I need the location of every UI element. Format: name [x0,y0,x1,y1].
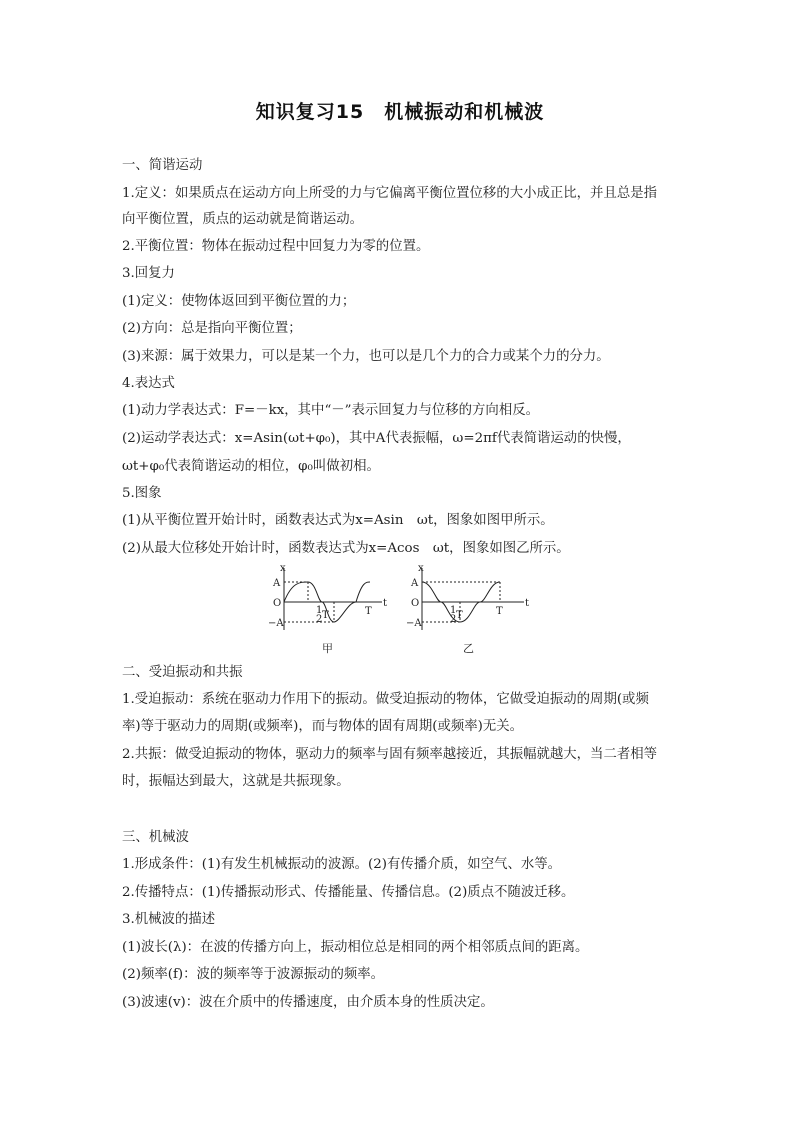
yi-t-label: t [525,598,530,609]
text-line: 1.形成条件：(1)有发生机械振动的波源。(2)有传播介质，如空气、水等。 [122,857,562,872]
text-line: 1.受迫振动：系统在驱动力作用下的振动。做受迫振动的物体，它做受迫振动的周期(或频 [122,692,649,707]
jia-A-label: A [273,578,281,589]
graph-yi [422,568,524,630]
text-line: 向平衡位置，质点的运动就是简谐运动。 [122,212,364,227]
jia-half-numerator: 1 [316,605,323,616]
text-line: (1)波长(λ)：在波的传播方向上，振动相位总是相同的两个相邻质点间的距离。 [122,940,589,955]
yi-negA-label: −A [406,618,422,629]
text-line: 1.定义：如果质点在运动方向上所受的力与它偏离平衡位置位移的大小成正比，并且总是指 [122,186,658,201]
text-line: (1)定义：使物体返回到平衡位置的力； [122,294,356,309]
graph-jia [284,568,382,630]
text-line: (1)动力学表达式：F=－kx，其中“－”表示回复力与位移的方向相反。 [122,403,539,418]
text-line: (2)频率(f)：波的频率等于波源振动的频率。 [122,967,385,982]
text-line: (3)波速(v)：波在介质中的传播速度，由介质本身的性质决定。 [122,995,494,1010]
text-line: 率)等于驱动力的周期(或频率)，而与物体的固有周期(或频率)无关。 [122,719,524,734]
section-heading-3: 三、机械波 [122,830,189,845]
text-line: (1)从平衡位置开始计时，函数表达式为x=Asin ωt，图象如图甲所示。 [122,513,554,528]
jia-T-label: T [365,606,372,617]
text-line: 2.共振：做受迫振动的物体，驱动力的频率与固有频率越接近，其振幅就越大，当二者相等 [122,747,658,762]
jia-t-label: t [383,598,388,609]
text-line: 2.传播特点：(1)传播振动形式、传播能量、传播信息。(2)质点不随波迁移。 [122,885,575,900]
text-line: 3.机械波的描述 [122,912,216,927]
text-line: 4.表达式 [122,376,175,391]
text-line: ωt+φ₀代表简谐运动的相位，φ₀叫做初相。 [122,459,380,474]
page-title: 知识复习15 机械振动和机械波 [255,101,545,123]
jia-O-label: O [273,598,282,609]
text-line: (3)来源：属于效果力，可以是某一个力，也可以是几个力的合力或某个力的分力。 [122,349,610,364]
jia-caption: 甲 [322,642,333,655]
text-line: 5.图象 [122,486,162,501]
shm-graphs-svg [270,562,540,657]
text-line: (2)运动学表达式：x=Asin(ωt+φ₀)，其中A代表振幅，ω=2πf代表简谐运动的快慢， [122,431,631,446]
yi-half-numerator: 1 [450,605,457,616]
section-heading-1: 一、简谐运动 [122,158,203,173]
text-line: (2)从最大位移处开始计时，函数表达式为x=Acos ωt，图象如图乙所示。 [122,541,570,556]
section-heading-2: 二、受迫振动和共振 [122,665,243,680]
jia-half-T: T [322,610,329,621]
text-line: 2.平衡位置：物体在振动过程中回复力为零的位置。 [122,239,430,254]
text-line: 3.回复力 [122,266,175,281]
yi-half-denominator: 2 [450,614,457,625]
yi-O-label: O [411,598,420,609]
yi-A-label: A [411,578,419,589]
text-line: 时，振幅达到最大，这就是共振现象。 [122,774,350,789]
jia-x-label: x [280,563,286,574]
yi-half-T: T [456,610,463,621]
yi-caption: 乙 [463,642,474,655]
shm-graphs-figure [270,562,540,657]
yi-x-label: x [418,563,424,574]
text-line: (2)方向：总是指向平衡位置； [122,321,302,336]
jia-half-denominator: 2 [316,614,323,625]
jia-negA-label: −A [268,618,284,629]
yi-T-label: T [496,606,503,617]
